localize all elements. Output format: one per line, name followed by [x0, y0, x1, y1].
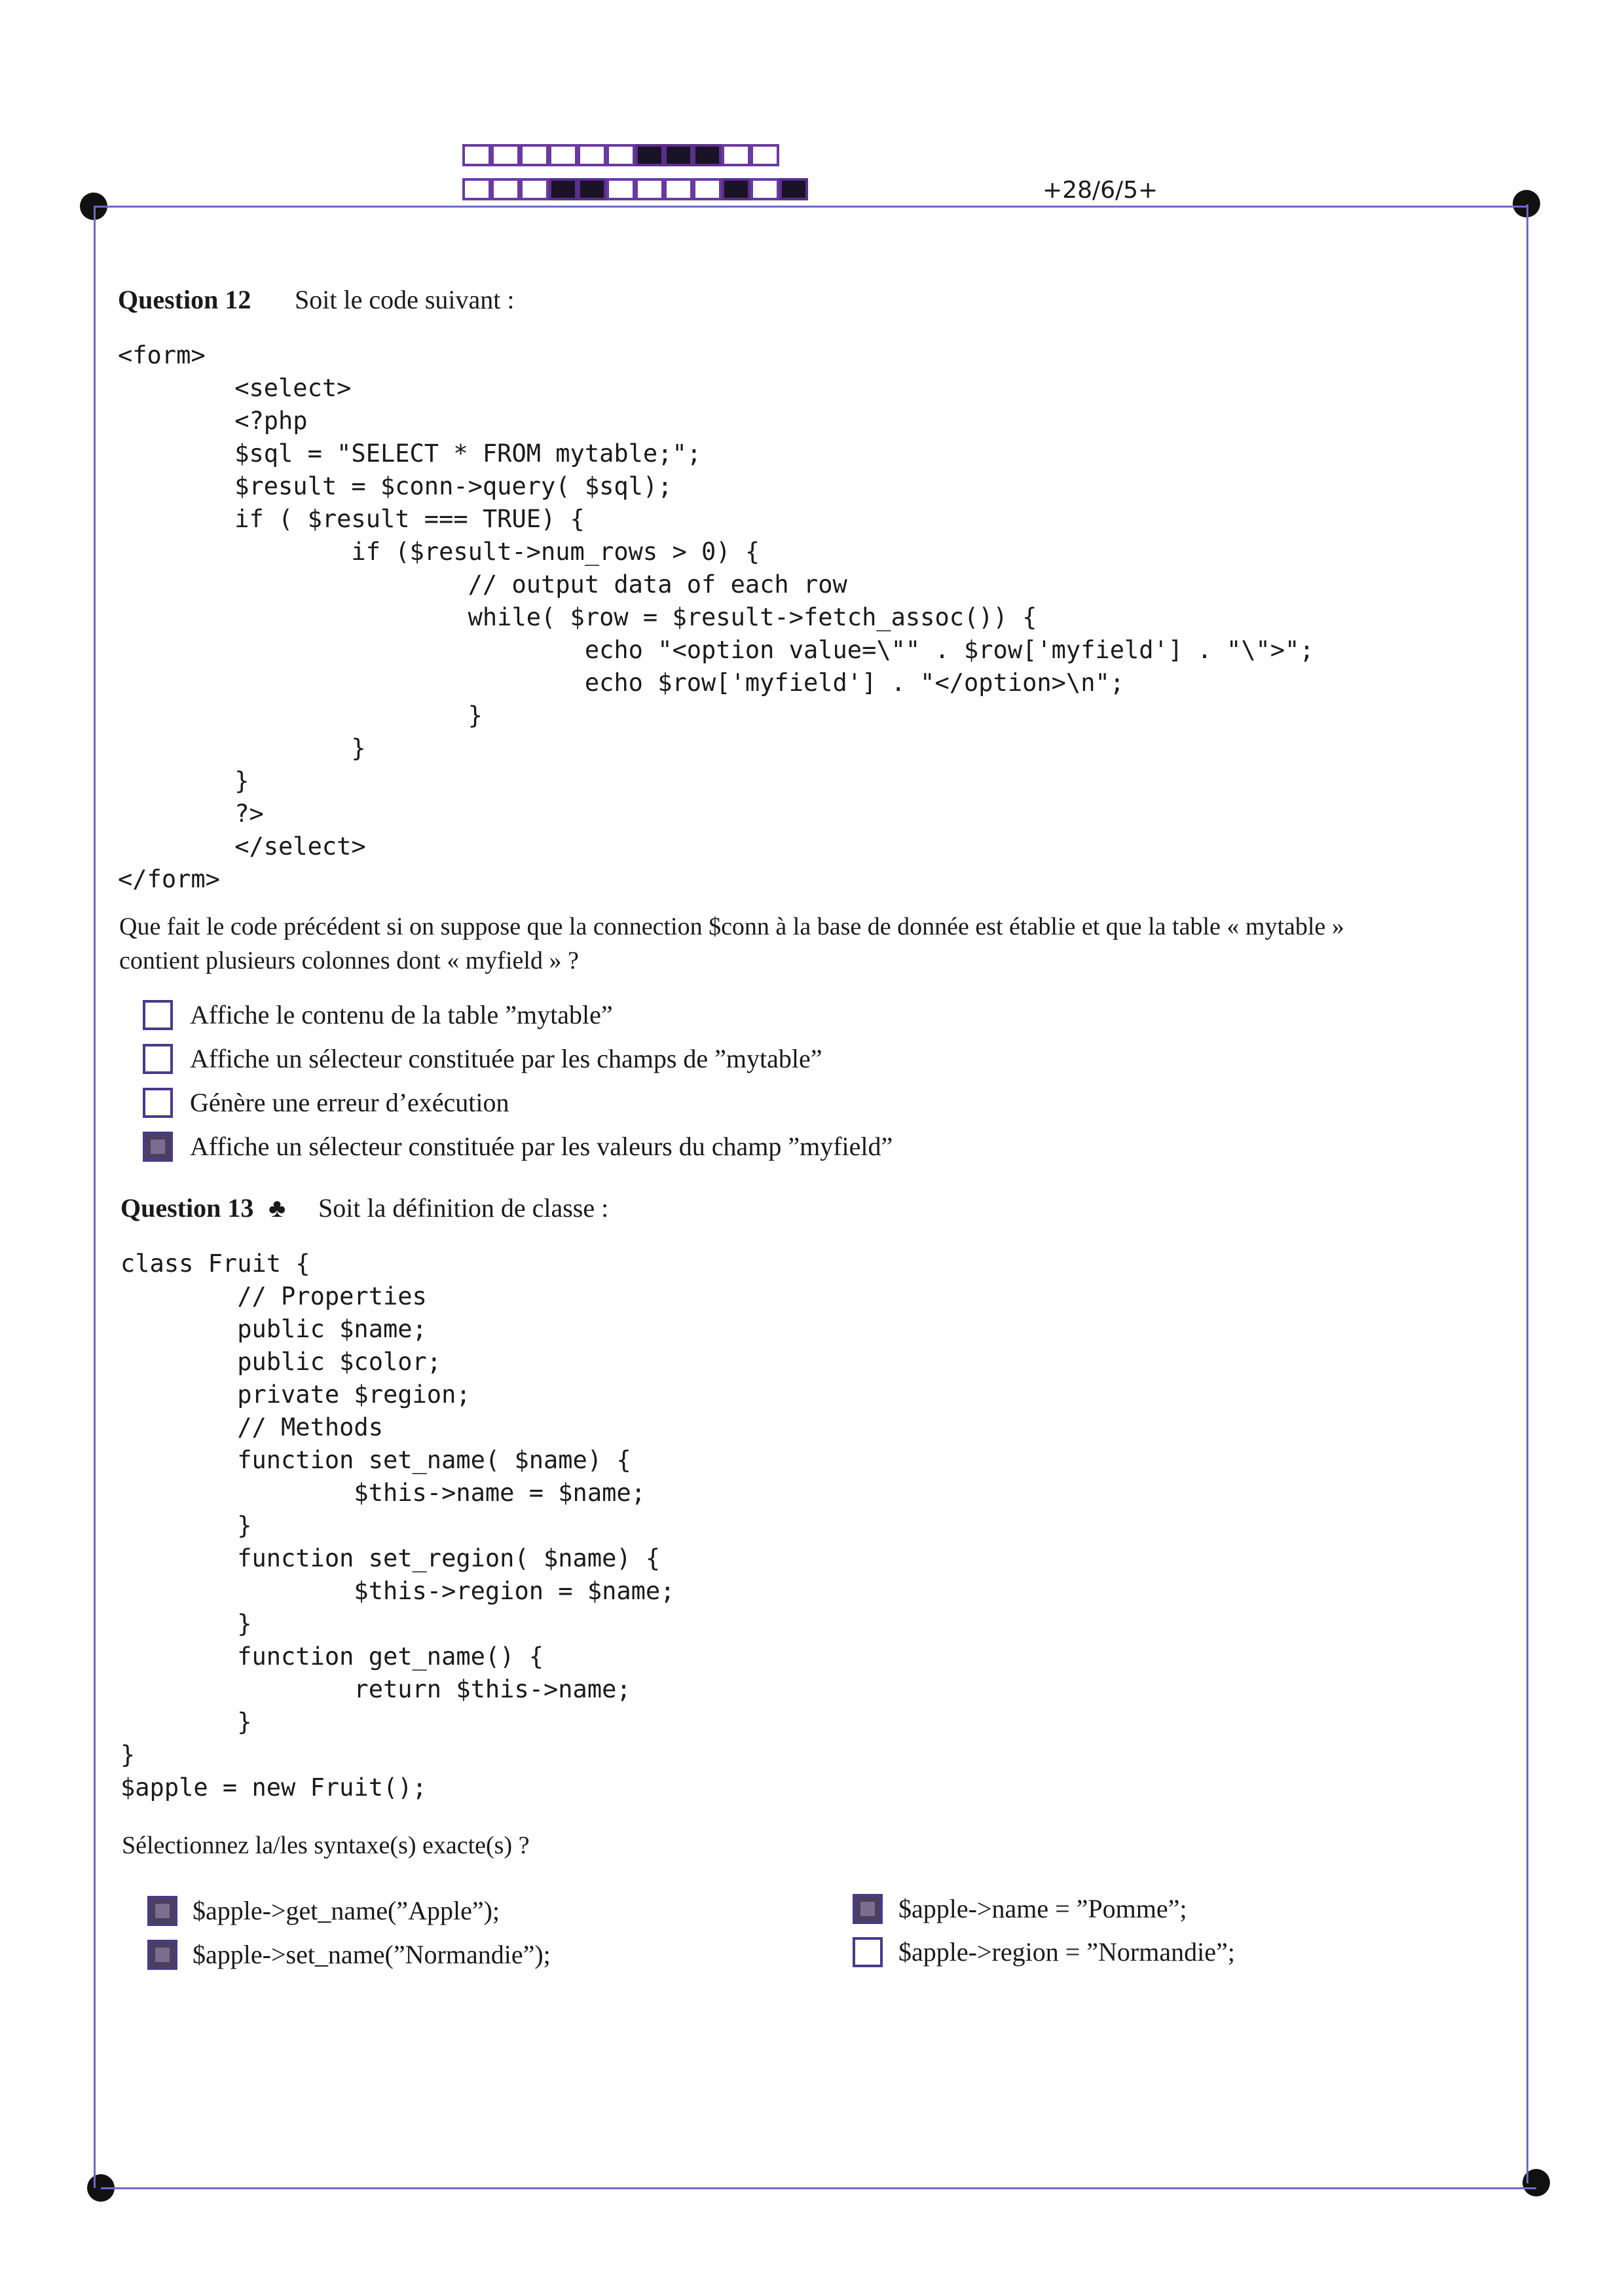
checkbox[interactable] [147, 1896, 177, 1926]
question-13-title: Question 13 [120, 1193, 254, 1223]
code-box-empty [750, 144, 779, 166]
club-icon: ♣ [268, 1193, 286, 1223]
checkbox[interactable] [143, 1044, 173, 1074]
code-box-filled [549, 178, 578, 200]
option-label: Affiche le contenu de la table ”mytable” [190, 1000, 613, 1029]
code-box-filled [722, 178, 750, 200]
code-box-empty [693, 178, 722, 200]
code-boxes-top-row [462, 144, 779, 166]
question-12-intro: Soit le code suivant : [295, 285, 515, 314]
code-box-empty [549, 144, 578, 166]
checkbox[interactable] [143, 1132, 173, 1162]
code-box-empty [491, 178, 520, 200]
code-box-empty [606, 178, 635, 200]
frame-right-line [1526, 204, 1528, 2183]
code-box-empty [462, 144, 491, 166]
code-box-empty [520, 144, 549, 166]
code-box-empty [606, 144, 635, 166]
question-13-code: class Fruit { // Properties public $name; public $color; private $region; // Methods function set_name( $name) { $this->name = $name; } function set_region( $name) { $this->region = $name; } function get_name() { return $this->name; } } $apple = new Fruit(); [120, 1250, 675, 1802]
code-box-empty [722, 144, 750, 166]
code-box-empty [578, 144, 606, 166]
code-box-filled [635, 144, 664, 166]
option-label: $apple->region = ”Normandie”; [898, 1937, 1235, 1967]
option-label: Génère une erreur d’exécution [190, 1088, 509, 1117]
frame-bottom-line [101, 2187, 1536, 2189]
checkbox[interactable] [853, 1894, 883, 1924]
code-box-empty [491, 144, 520, 166]
code-box-filled [578, 178, 606, 200]
option-label: Affiche un sélecteur constituée par les valeurs du champ ”myfield” [190, 1132, 893, 1161]
question-12-prompt-line2: contient plusieurs colonnes dont « myfield » ? [119, 947, 579, 974]
code-box-filled [693, 144, 722, 166]
page-code: +28/6/5+ [1043, 177, 1158, 204]
question-13-intro: Soit la définition de classe : [318, 1193, 609, 1223]
checkbox[interactable] [853, 1937, 883, 1967]
code-box-empty [520, 178, 549, 200]
checkbox[interactable] [147, 1940, 177, 1970]
checkbox[interactable] [143, 1000, 173, 1030]
code-boxes-bottom-row [462, 178, 808, 200]
option-label: $apple->set_name(”Normandie”); [193, 1940, 551, 1969]
code-box-empty [635, 178, 664, 200]
frame-top-line [94, 206, 1526, 208]
code-box-empty [750, 178, 779, 200]
question-12-code: <form> <select> <?php $sql = "SELECT * FROM mytable;"; $result = $conn->query( $sql); if ( $result === TRUE) { if ($result->num_rows > 0) { // output data of each row while( $row = $result->fetch_assoc()) { echo "<option value=\"" . $row['myfield'] . "\">"; echo $row['myfield'] . "</option>\n"; } } } ?> </select> </form> [118, 341, 1314, 893]
checkbox[interactable] [143, 1088, 173, 1118]
code-box-empty [462, 178, 491, 200]
option-label: Affiche un sélecteur constituée par les champs de ”mytable” [190, 1044, 822, 1073]
code-box-filled [664, 144, 693, 166]
option-label: $apple->get_name(”Apple”); [193, 1896, 500, 1925]
code-box-empty [664, 178, 693, 200]
question-13-prompt: Sélectionnez la/les syntaxe(s) exacte(s) ? [122, 1832, 530, 1859]
frame-left-line [94, 206, 96, 2188]
question-12-title: Question 12 [118, 285, 251, 314]
code-box-filled [779, 178, 808, 200]
question-12-prompt-line1: Que fait le code précédent si on suppose que la connection $conn à la base de donnée est établie et que la table « mytable » [119, 913, 1344, 940]
option-label: $apple->name = ”Pomme”; [898, 1894, 1187, 1923]
